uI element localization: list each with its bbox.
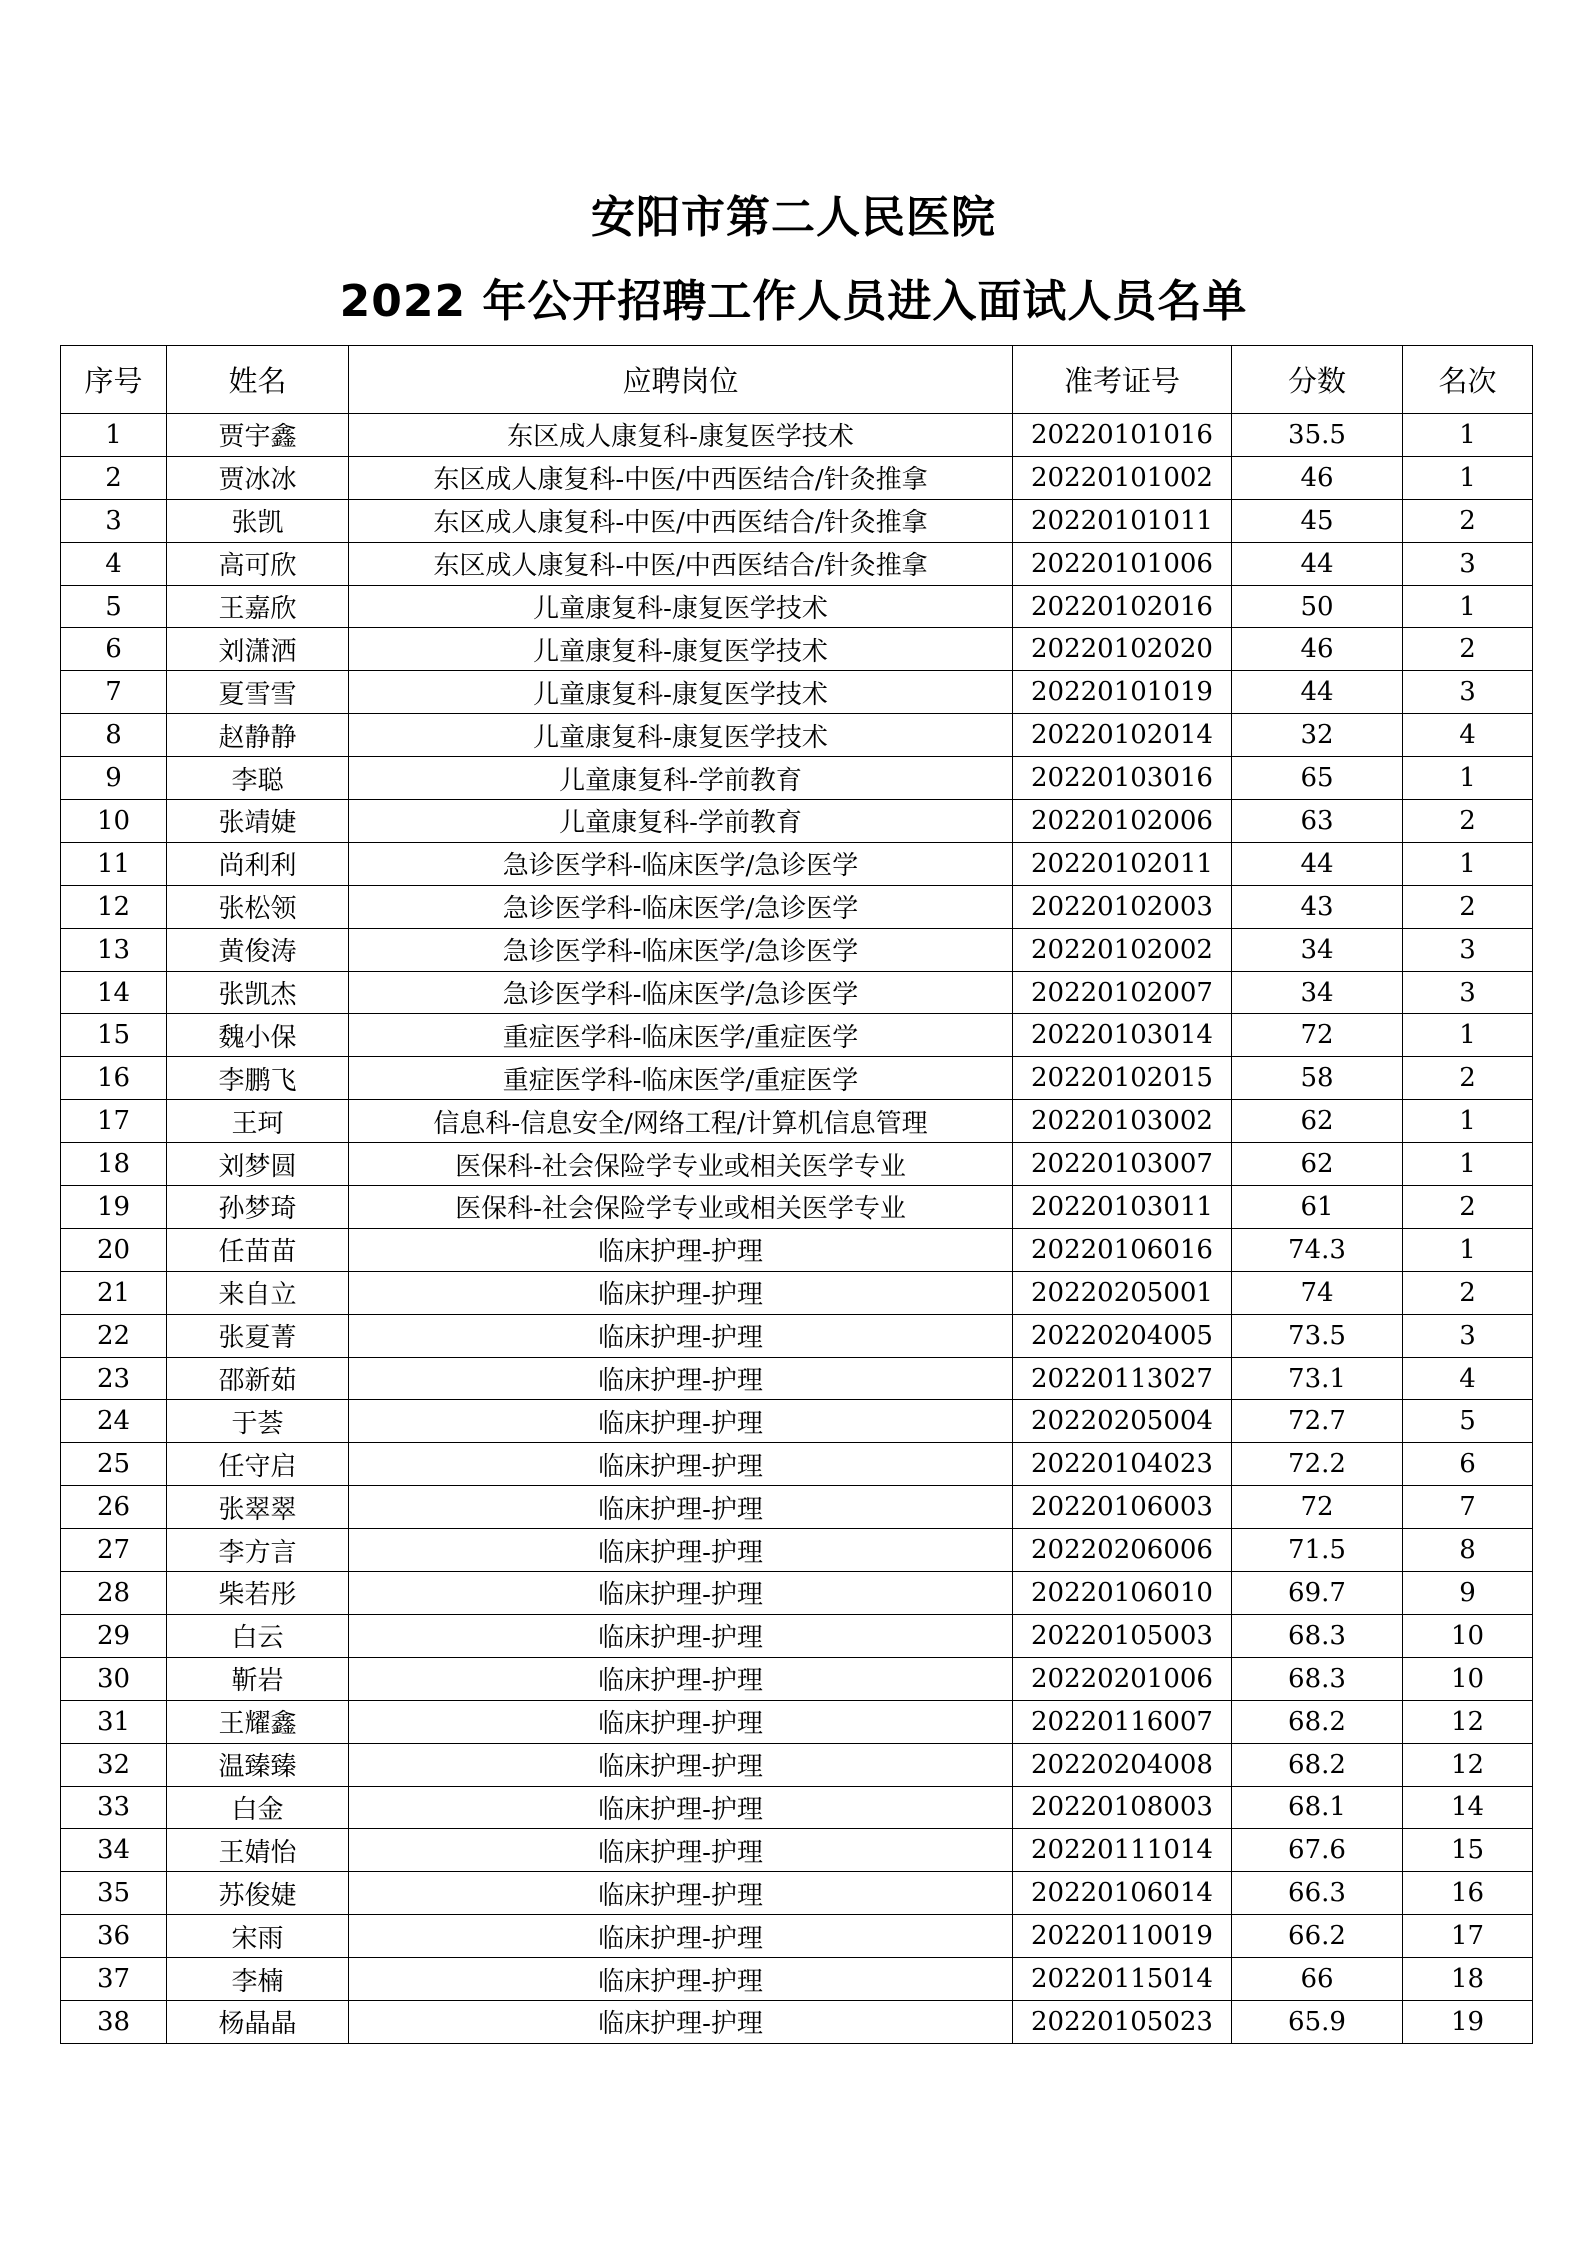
cell-exam-id: 20220106016 [1013, 1228, 1232, 1271]
table-row [61, 1786, 1533, 1829]
cell-score: 74 [1232, 1271, 1403, 1314]
cell-rank: 1 [1403, 1143, 1533, 1186]
cell-score: 46 [1232, 628, 1403, 671]
cell-score: 68.2 [1232, 1700, 1403, 1743]
cell-rank: 10 [1403, 1614, 1533, 1657]
cell-score: 73.1 [1232, 1357, 1403, 1400]
cell-score: 34 [1232, 928, 1403, 971]
cell-name: 赵静静 [167, 714, 349, 757]
cell-rank: 1 [1403, 842, 1533, 885]
table-row [61, 1228, 1533, 1271]
cell-exam-id: 20220115014 [1013, 1958, 1232, 2001]
cell-exam-id: 20220102011 [1013, 842, 1232, 885]
cell-exam-id: 20220103011 [1013, 1186, 1232, 1229]
cell-position: 东区成人康复科-中医/中西医结合/针灸推拿 [349, 542, 1013, 585]
cell-position: 医保科-社会保险学专业或相关医学专业 [349, 1186, 1013, 1229]
cell-position: 临床护理-护理 [349, 1786, 1013, 1829]
cell-rank: 12 [1403, 1700, 1533, 1743]
cell-rank: 3 [1403, 542, 1533, 585]
cell-name: 来自立 [167, 1271, 349, 1314]
table-row [61, 1400, 1533, 1443]
cell-exam-id: 20220105003 [1013, 1614, 1232, 1657]
table-row [61, 1271, 1533, 1314]
cell-position: 临床护理-护理 [349, 1529, 1013, 1572]
cell-index: 4 [61, 542, 167, 585]
cell-index: 7 [61, 671, 167, 714]
cell-exam-id: 20220108003 [1013, 1786, 1232, 1829]
cell-index: 32 [61, 1743, 167, 1786]
cell-exam-id: 20220205001 [1013, 1271, 1232, 1314]
table-row [61, 1486, 1533, 1529]
cell-score: 65 [1232, 757, 1403, 800]
cell-index: 10 [61, 800, 167, 843]
cell-name: 王婧怡 [167, 1829, 349, 1872]
cell-score: 46 [1232, 456, 1403, 499]
table-row [61, 542, 1533, 585]
cell-index: 21 [61, 1271, 167, 1314]
cell-position: 急诊医学科-临床医学/急诊医学 [349, 928, 1013, 971]
cell-name: 贾冰冰 [167, 456, 349, 499]
table-row [61, 1443, 1533, 1486]
table-row [61, 1357, 1533, 1400]
cell-score: 72 [1232, 1486, 1403, 1529]
cell-rank: 19 [1403, 2000, 1533, 2043]
cell-exam-id: 20220103016 [1013, 757, 1232, 800]
table-row [61, 585, 1533, 628]
cell-rank: 18 [1403, 1958, 1533, 2001]
cell-score: 58 [1232, 1057, 1403, 1100]
table-row [61, 1657, 1533, 1700]
cell-index: 23 [61, 1357, 167, 1400]
table-row [61, 1743, 1533, 1786]
column-header-position: 应聘岗位 [349, 346, 1013, 414]
cell-name: 王嘉欣 [167, 585, 349, 628]
cell-name: 邵新茹 [167, 1357, 349, 1400]
cell-rank: 5 [1403, 1400, 1533, 1443]
cell-score: 44 [1232, 542, 1403, 585]
table-row [61, 1529, 1533, 1572]
cell-rank: 1 [1403, 1100, 1533, 1143]
cell-position: 临床护理-护理 [349, 1357, 1013, 1400]
cell-name: 李鹏飞 [167, 1057, 349, 1100]
cell-name: 王耀鑫 [167, 1700, 349, 1743]
cell-exam-id: 20220204008 [1013, 1743, 1232, 1786]
cell-score: 68.3 [1232, 1614, 1403, 1657]
table-row [61, 1143, 1533, 1186]
cell-score: 63 [1232, 800, 1403, 843]
cell-name: 张翠翠 [167, 1486, 349, 1529]
document-title-line1: 安阳市第二人民医院 [591, 192, 996, 243]
cell-exam-id: 20220101019 [1013, 671, 1232, 714]
cell-rank: 3 [1403, 671, 1533, 714]
cell-name: 黄俊涛 [167, 928, 349, 971]
cell-score: 44 [1232, 671, 1403, 714]
cell-rank: 2 [1403, 628, 1533, 671]
cell-index: 37 [61, 1958, 167, 2001]
cell-rank: 2 [1403, 1186, 1533, 1229]
table-row [61, 2000, 1533, 2043]
cell-name: 于荟 [167, 1400, 349, 1443]
cell-score: 50 [1232, 585, 1403, 628]
cell-rank: 8 [1403, 1529, 1533, 1572]
cell-score: 44 [1232, 842, 1403, 885]
cell-position: 急诊医学科-临床医学/急诊医学 [349, 971, 1013, 1014]
cell-name: 柴若彤 [167, 1572, 349, 1615]
cell-name: 刘潇洒 [167, 628, 349, 671]
cell-rank: 16 [1403, 1872, 1533, 1915]
cell-exam-id: 20220111014 [1013, 1829, 1232, 1872]
cell-exam-id: 20220204005 [1013, 1314, 1232, 1357]
cell-exam-id: 20220113027 [1013, 1357, 1232, 1400]
cell-name: 李楠 [167, 1958, 349, 2001]
cell-exam-id: 20220102015 [1013, 1057, 1232, 1100]
cell-score: 74.3 [1232, 1228, 1403, 1271]
cell-index: 14 [61, 971, 167, 1014]
cell-position: 临床护理-护理 [349, 1400, 1013, 1443]
cell-score: 69.7 [1232, 1572, 1403, 1615]
cell-exam-id: 20220102020 [1013, 628, 1232, 671]
cell-score: 65.9 [1232, 2000, 1403, 2043]
column-header-score: 分数 [1232, 346, 1403, 414]
cell-name: 张夏菁 [167, 1314, 349, 1357]
cell-name: 张凯 [167, 499, 349, 542]
cell-score: 68.3 [1232, 1657, 1403, 1700]
cell-rank: 17 [1403, 1915, 1533, 1958]
cell-exam-id: 20220105023 [1013, 2000, 1232, 2043]
cell-position: 东区成人康复科-中医/中西医结合/针灸推拿 [349, 456, 1013, 499]
cell-exam-id: 20220102016 [1013, 585, 1232, 628]
cell-position: 临床护理-护理 [349, 1572, 1013, 1615]
cell-position: 临床护理-护理 [349, 1872, 1013, 1915]
cell-name: 刘梦圆 [167, 1143, 349, 1186]
cell-rank: 4 [1403, 714, 1533, 757]
table-row [61, 1314, 1533, 1357]
table-row [61, 499, 1533, 542]
cell-index: 2 [61, 456, 167, 499]
cell-score: 32 [1232, 714, 1403, 757]
cell-name: 宋雨 [167, 1915, 349, 1958]
cell-rank: 1 [1403, 757, 1533, 800]
cell-rank: 1 [1403, 1228, 1533, 1271]
cell-score: 66.3 [1232, 1872, 1403, 1915]
cell-index: 1 [61, 414, 167, 457]
cell-position: 东区成人康复科-中医/中西医结合/针灸推拿 [349, 499, 1013, 542]
cell-position: 临床护理-护理 [349, 1958, 1013, 2001]
cell-index: 24 [61, 1400, 167, 1443]
cell-name: 贾宇鑫 [167, 414, 349, 457]
cell-name: 白云 [167, 1614, 349, 1657]
cell-position: 临床护理-护理 [349, 1486, 1013, 1529]
cell-name: 夏雪雪 [167, 671, 349, 714]
cell-index: 31 [61, 1700, 167, 1743]
table-body [61, 414, 1533, 2044]
cell-name: 温臻臻 [167, 1743, 349, 1786]
cell-rank: 14 [1403, 1786, 1533, 1829]
cell-index: 30 [61, 1657, 167, 1700]
cell-position: 临床护理-护理 [349, 1314, 1013, 1357]
cell-score: 72.7 [1232, 1400, 1403, 1443]
cell-exam-id: 20220101006 [1013, 542, 1232, 585]
table-row [61, 1614, 1533, 1657]
cell-position: 临床护理-护理 [349, 2000, 1013, 2043]
table-row [61, 714, 1533, 757]
cell-index: 9 [61, 757, 167, 800]
table-row [61, 414, 1533, 457]
cell-position: 临床护理-护理 [349, 1743, 1013, 1786]
cell-index: 20 [61, 1228, 167, 1271]
table-row [61, 1572, 1533, 1615]
cell-rank: 1 [1403, 585, 1533, 628]
cell-position: 儿童康复科-康复医学技术 [349, 585, 1013, 628]
cell-name: 张凯杰 [167, 971, 349, 1014]
cell-rank: 10 [1403, 1657, 1533, 1700]
cell-exam-id: 20220106010 [1013, 1572, 1232, 1615]
cell-position: 信息科-信息安全/网络工程/计算机信息管理 [349, 1100, 1013, 1143]
cell-name: 张松领 [167, 885, 349, 928]
cell-rank: 1 [1403, 1014, 1533, 1057]
cell-rank: 1 [1403, 456, 1533, 499]
cell-rank: 15 [1403, 1829, 1533, 1872]
cell-index: 12 [61, 885, 167, 928]
cell-index: 6 [61, 628, 167, 671]
table-row [61, 1700, 1533, 1743]
cell-rank: 9 [1403, 1572, 1533, 1615]
cell-score: 62 [1232, 1143, 1403, 1186]
cell-position: 临床护理-护理 [349, 1228, 1013, 1271]
cell-position: 医保科-社会保险学专业或相关医学专业 [349, 1143, 1013, 1186]
cell-position: 临床护理-护理 [349, 1443, 1013, 1486]
cell-rank: 2 [1403, 1271, 1533, 1314]
table-row [61, 757, 1533, 800]
cell-name: 杨晶晶 [167, 2000, 349, 2043]
cell-index: 35 [61, 1872, 167, 1915]
table-row [61, 1057, 1533, 1100]
cell-position: 儿童康复科-学前教育 [349, 757, 1013, 800]
table-row [61, 456, 1533, 499]
cell-exam-id: 20220116007 [1013, 1700, 1232, 1743]
cell-index: 17 [61, 1100, 167, 1143]
cell-rank: 7 [1403, 1486, 1533, 1529]
cell-rank: 1 [1403, 414, 1533, 457]
table-row [61, 800, 1533, 843]
cell-index: 28 [61, 1572, 167, 1615]
cell-score: 72.2 [1232, 1443, 1403, 1486]
cell-rank: 2 [1403, 499, 1533, 542]
table-row [61, 1958, 1533, 2001]
cell-score: 68.2 [1232, 1743, 1403, 1786]
cell-score: 34 [1232, 971, 1403, 1014]
column-header-name: 姓名 [167, 346, 349, 414]
cell-name: 白金 [167, 1786, 349, 1829]
cell-score: 45 [1232, 499, 1403, 542]
cell-exam-id: 20220106014 [1013, 1872, 1232, 1915]
cell-index: 5 [61, 585, 167, 628]
cell-position: 临床护理-护理 [349, 1915, 1013, 1958]
cell-position: 儿童康复科-康复医学技术 [349, 714, 1013, 757]
cell-position: 临床护理-护理 [349, 1271, 1013, 1314]
table-row [61, 885, 1533, 928]
column-header-index: 序号 [61, 346, 167, 414]
cell-position: 东区成人康复科-康复医学技术 [349, 414, 1013, 457]
cell-name: 苏俊婕 [167, 1872, 349, 1915]
cell-score: 66 [1232, 1958, 1403, 2001]
cell-rank: 4 [1403, 1357, 1533, 1400]
cell-index: 11 [61, 842, 167, 885]
cell-index: 19 [61, 1186, 167, 1229]
cell-rank: 6 [1403, 1443, 1533, 1486]
cell-exam-id: 20220104023 [1013, 1443, 1232, 1486]
cell-position: 重症医学科-临床医学/重症医学 [349, 1057, 1013, 1100]
cell-score: 73.5 [1232, 1314, 1403, 1357]
cell-exam-id: 20220102002 [1013, 928, 1232, 971]
cell-exam-id: 20220101002 [1013, 456, 1232, 499]
cell-position: 重症医学科-临床医学/重症医学 [349, 1014, 1013, 1057]
cell-exam-id: 20220102007 [1013, 971, 1232, 1014]
cell-exam-id: 20220101011 [1013, 499, 1232, 542]
cell-name: 孙梦琦 [167, 1186, 349, 1229]
cell-score: 71.5 [1232, 1529, 1403, 1572]
cell-position: 儿童康复科-康复医学技术 [349, 628, 1013, 671]
cell-score: 72 [1232, 1014, 1403, 1057]
cell-name: 靳岩 [167, 1657, 349, 1700]
cell-exam-id: 20220102006 [1013, 800, 1232, 843]
cell-rank: 2 [1403, 885, 1533, 928]
cell-position: 临床护理-护理 [349, 1829, 1013, 1872]
cell-rank: 2 [1403, 800, 1533, 843]
cell-name: 张靖婕 [167, 800, 349, 843]
cell-name: 任守启 [167, 1443, 349, 1486]
cell-index: 38 [61, 2000, 167, 2043]
cell-score: 67.6 [1232, 1829, 1403, 1872]
table-row [61, 1829, 1533, 1872]
cell-index: 13 [61, 928, 167, 971]
cell-score: 43 [1232, 885, 1403, 928]
cell-index: 15 [61, 1014, 167, 1057]
cell-name: 魏小保 [167, 1014, 349, 1057]
column-header-exam-id: 准考证号 [1013, 346, 1232, 414]
table-row [61, 1872, 1533, 1915]
cell-exam-id: 20220101016 [1013, 414, 1232, 457]
table-row [61, 971, 1533, 1014]
cell-exam-id: 20220103014 [1013, 1014, 1232, 1057]
cell-rank: 3 [1403, 971, 1533, 1014]
cell-index: 16 [61, 1057, 167, 1100]
cell-index: 18 [61, 1143, 167, 1186]
cell-index: 33 [61, 1786, 167, 1829]
table-row [61, 1014, 1533, 1057]
cell-exam-id: 20220102014 [1013, 714, 1232, 757]
cell-rank: 3 [1403, 1314, 1533, 1357]
table-row [61, 628, 1533, 671]
cell-position: 临床护理-护理 [349, 1700, 1013, 1743]
cell-exam-id: 20220206006 [1013, 1529, 1232, 1572]
document-title-line2: 2022 年公开招聘工作人员进入面试人员名单 [339, 276, 1248, 327]
cell-index: 22 [61, 1314, 167, 1357]
cell-index: 29 [61, 1614, 167, 1657]
cell-rank: 3 [1403, 928, 1533, 971]
cell-score: 62 [1232, 1100, 1403, 1143]
cell-name: 高可欣 [167, 542, 349, 585]
cell-name: 李方言 [167, 1529, 349, 1572]
cell-score: 35.5 [1232, 414, 1403, 457]
table-row [61, 1186, 1533, 1229]
table-row [61, 842, 1533, 885]
cell-exam-id: 20220201006 [1013, 1657, 1232, 1700]
cell-rank: 12 [1403, 1743, 1533, 1786]
cell-name: 尚利利 [167, 842, 349, 885]
cell-exam-id: 20220106003 [1013, 1486, 1232, 1529]
cell-exam-id: 20220103007 [1013, 1143, 1232, 1186]
cell-index: 25 [61, 1443, 167, 1486]
table-row [61, 928, 1533, 971]
table-row [61, 1100, 1533, 1143]
cell-name: 李聪 [167, 757, 349, 800]
cell-position: 儿童康复科-康复医学技术 [349, 671, 1013, 714]
table-header-row [61, 346, 1533, 414]
cell-name: 任苗苗 [167, 1228, 349, 1271]
cell-index: 34 [61, 1829, 167, 1872]
cell-position: 急诊医学科-临床医学/急诊医学 [349, 842, 1013, 885]
cell-exam-id: 20220103002 [1013, 1100, 1232, 1143]
table-row [61, 1915, 1533, 1958]
interview-candidates-table [60, 345, 1533, 2044]
cell-exam-id: 20220102003 [1013, 885, 1232, 928]
cell-position: 急诊医学科-临床医学/急诊医学 [349, 885, 1013, 928]
cell-position: 临床护理-护理 [349, 1657, 1013, 1700]
cell-index: 8 [61, 714, 167, 757]
cell-name: 王珂 [167, 1100, 349, 1143]
cell-score: 61 [1232, 1186, 1403, 1229]
cell-position: 儿童康复科-学前教育 [349, 800, 1013, 843]
cell-exam-id: 20220110019 [1013, 1915, 1232, 1958]
cell-index: 36 [61, 1915, 167, 1958]
table-row [61, 671, 1533, 714]
column-header-rank: 名次 [1403, 346, 1533, 414]
cell-exam-id: 20220205004 [1013, 1400, 1232, 1443]
cell-position: 临床护理-护理 [349, 1614, 1013, 1657]
cell-rank: 2 [1403, 1057, 1533, 1100]
cell-index: 26 [61, 1486, 167, 1529]
cell-index: 27 [61, 1529, 167, 1572]
cell-index: 3 [61, 499, 167, 542]
cell-score: 68.1 [1232, 1786, 1403, 1829]
cell-score: 66.2 [1232, 1915, 1403, 1958]
